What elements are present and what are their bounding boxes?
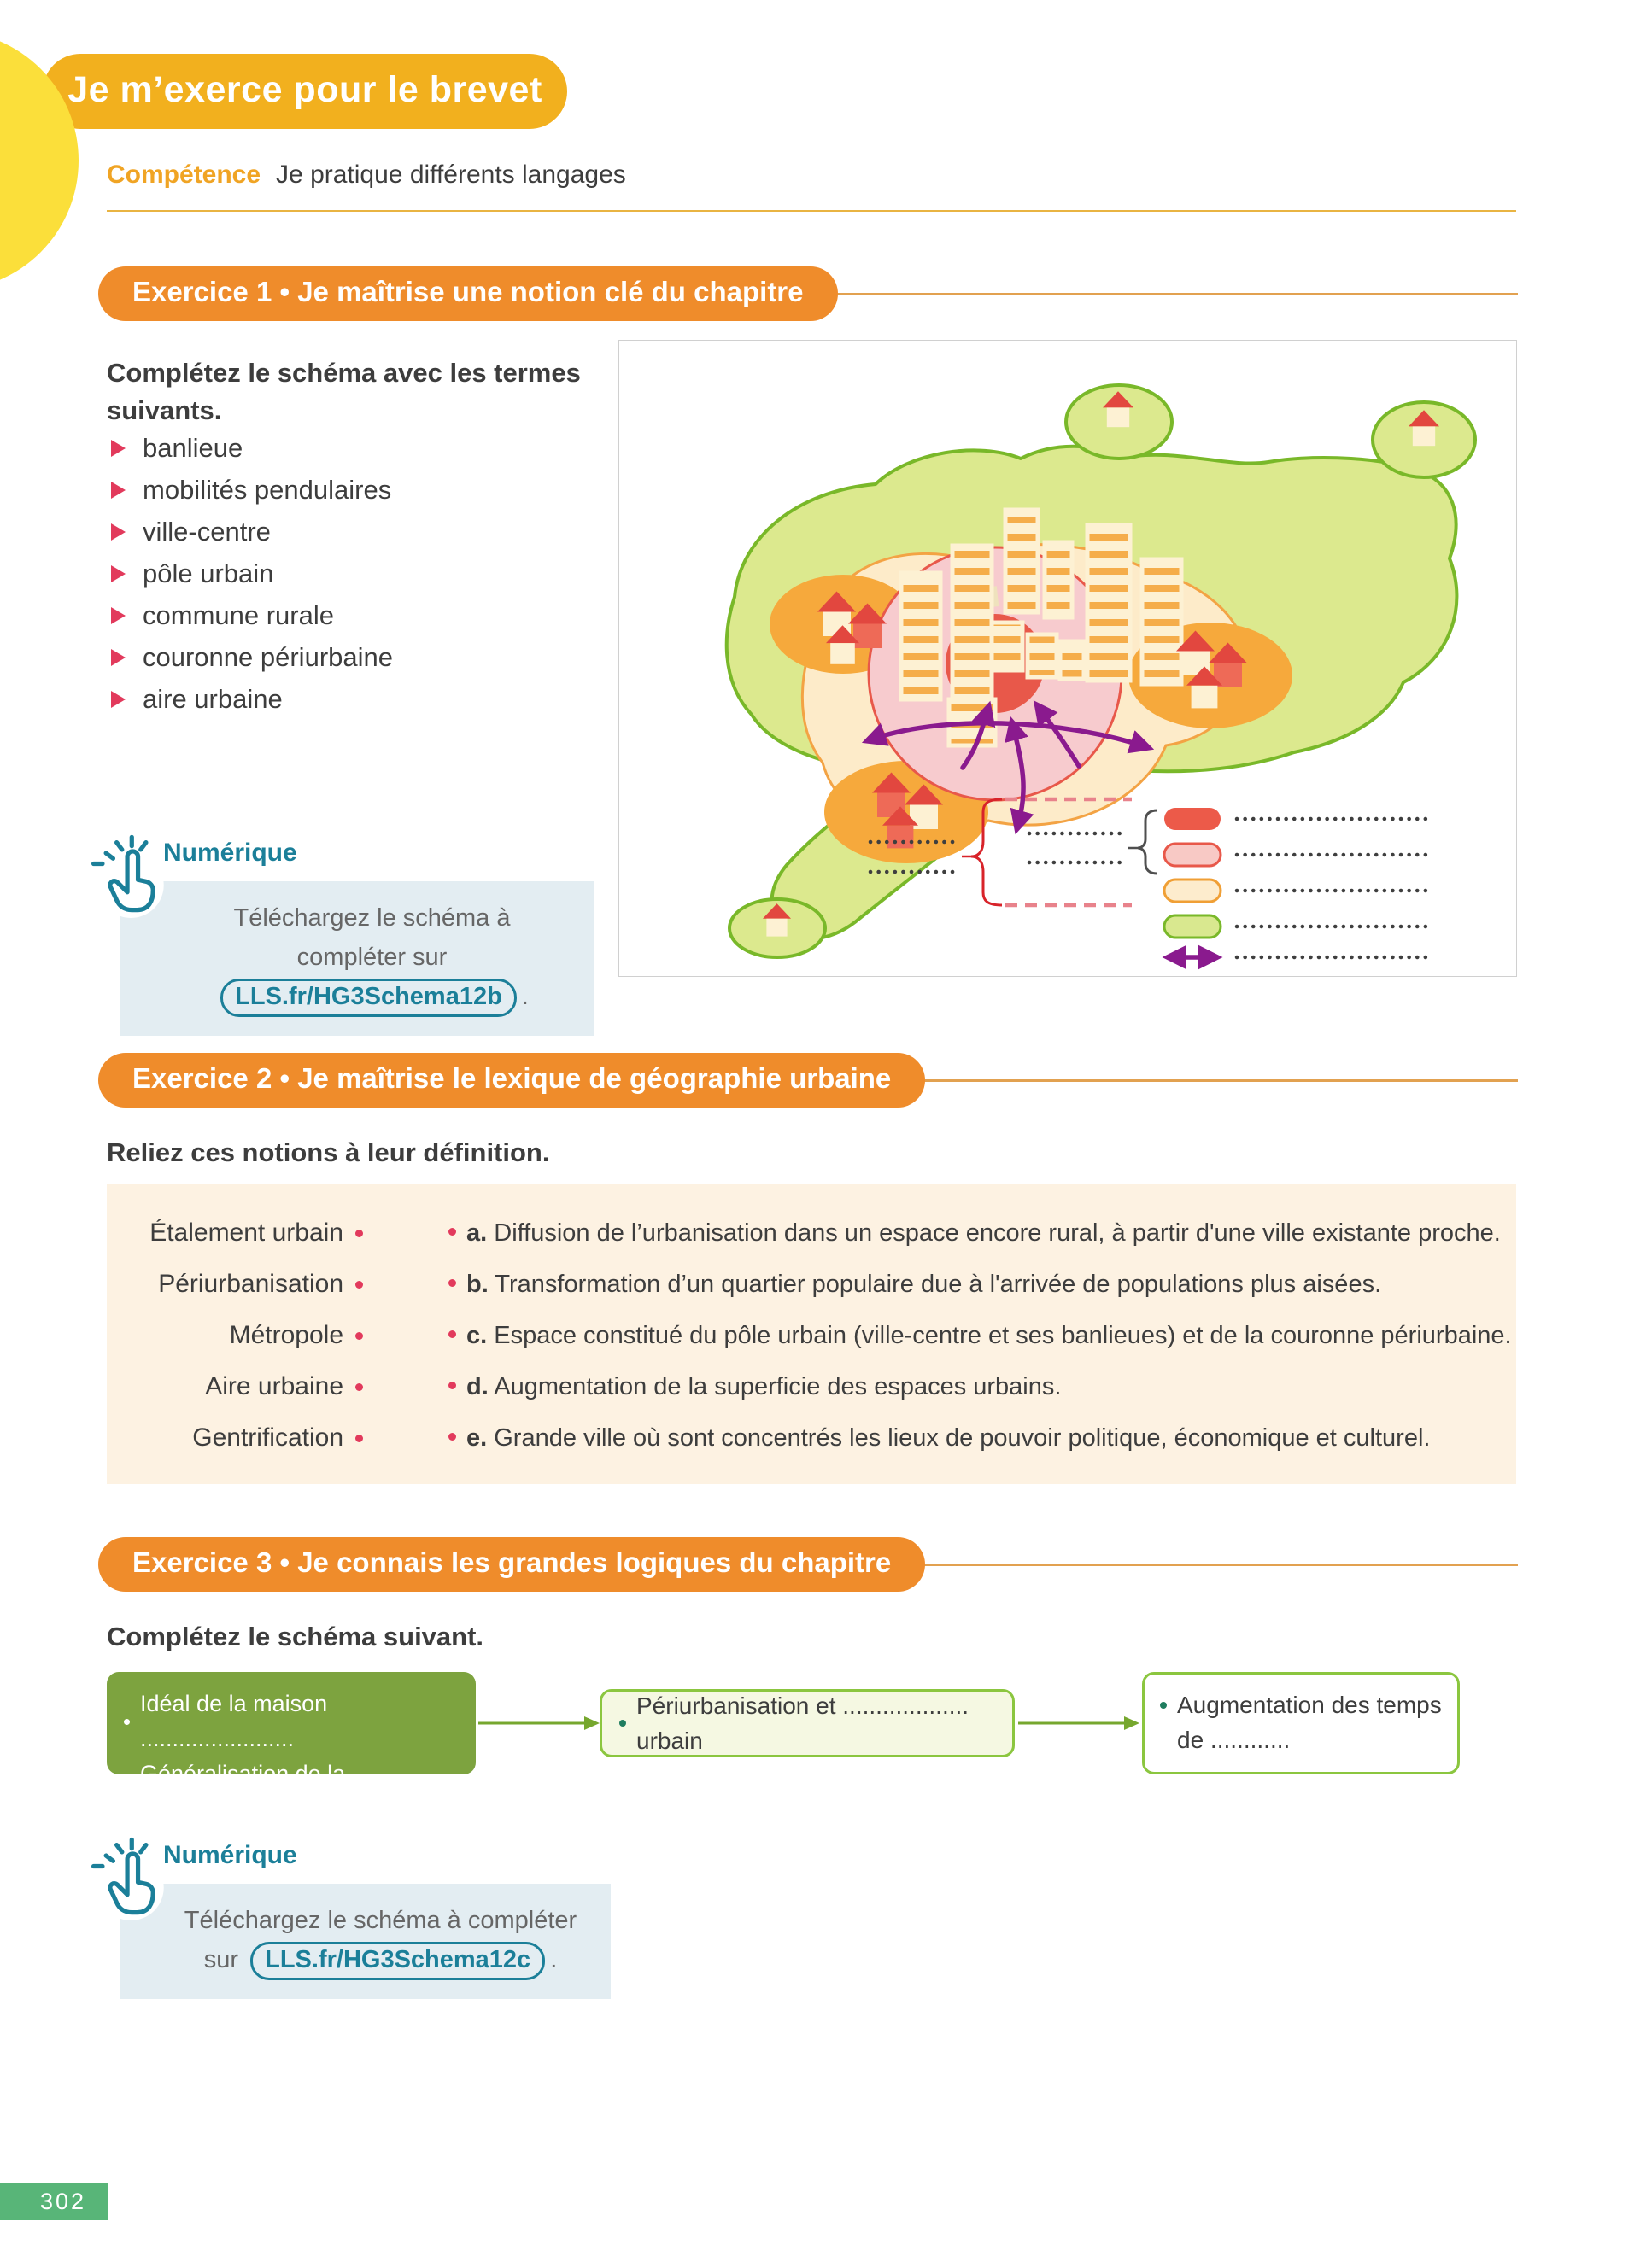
legend-swatch-ville-centre xyxy=(1164,808,1221,830)
match-definition: b. Transformation d’un quartier populaire due à l'arrivée de populations plus aisées. xyxy=(363,1271,1516,1299)
exercise3-header xyxy=(98,1537,1518,1592)
tap-hand-icon xyxy=(81,830,170,919)
exercise3-badge: Exercice 3 • Je connais les grandes logiques du chapitre xyxy=(98,1537,925,1592)
connect-dot xyxy=(355,1435,363,1442)
match-term: Aire urbaine xyxy=(107,1372,363,1401)
bullet-dot-icon xyxy=(124,1789,130,1795)
match-row xyxy=(107,1207,1516,1259)
flow-box-consequence: Augmentation des temps de ............ xyxy=(1142,1672,1460,1774)
competence-divider xyxy=(107,210,1516,212)
triangle-bullet-icon xyxy=(111,691,126,708)
match-row xyxy=(107,1259,1516,1310)
connect-dot xyxy=(355,1230,363,1237)
numerique-box: Téléchargez le schéma à compléter sur LLS.fr/HG3Schema12b . xyxy=(120,881,594,1036)
exercise1-header-line xyxy=(821,293,1518,295)
match-row xyxy=(107,1310,1516,1361)
connect-dot xyxy=(448,1433,456,1441)
lls-link[interactable]: LLS.fr/HG3Schema12c xyxy=(250,1942,545,1980)
term-item: banlieue xyxy=(111,434,393,462)
exercise2-instruction: Reliez ces notions à leur définition. xyxy=(107,1137,550,1167)
match-definition: e. Grande ville où sont concentrés les lieux de pouvoir politique, économique et culturel. xyxy=(363,1424,1516,1453)
tap-hand-icon xyxy=(81,1833,170,1921)
match-term: Métropole xyxy=(107,1321,363,1350)
connect-dot xyxy=(448,1279,456,1287)
flow-arrow-icon xyxy=(478,1713,600,1733)
connect-dot xyxy=(448,1228,456,1236)
page-number-badge: 302 xyxy=(0,2183,108,2220)
exercise3-header-line xyxy=(908,1564,1518,1566)
match-row xyxy=(107,1361,1516,1412)
connect-dot xyxy=(448,1382,456,1389)
triangle-bullet-icon xyxy=(111,565,126,582)
connect-dot xyxy=(355,1383,363,1391)
triangle-bullet-icon xyxy=(111,607,126,624)
exercise2-header xyxy=(98,1053,1518,1108)
match-row xyxy=(107,1412,1516,1464)
triangle-bullet-icon xyxy=(111,523,126,541)
exercise1-badge: Exercice 1 • Je maîtrise une notion clé du chapitre xyxy=(98,266,838,321)
exercise2-badge: Exercice 2 • Je maîtrise le lexique de géographie urbaine xyxy=(98,1053,925,1108)
match-definition: d. Augmentation de la superficie des espaces urbains. xyxy=(363,1373,1516,1401)
triangle-bullet-icon xyxy=(111,649,126,666)
matching-exercise xyxy=(107,1184,1516,1484)
lls-link[interactable]: LLS.fr/HG3Schema12b xyxy=(220,979,517,1017)
page-title-text: Je m’exerce pour le brevet xyxy=(67,68,542,110)
connect-dot xyxy=(355,1281,363,1289)
exercise3-instruction: Complétez le schéma suivant. xyxy=(107,1622,484,1651)
numerique-heading: Numérique xyxy=(163,1841,297,1869)
match-term: Périurbanisation xyxy=(107,1270,363,1299)
legend-swatch-banlieue xyxy=(1164,844,1221,866)
connect-dot xyxy=(355,1332,363,1340)
legend-gray-brace xyxy=(1138,810,1157,874)
flow-box-process: Périurbanisation et ................... urbain xyxy=(600,1689,1015,1757)
term-item: mobilités pendulaires xyxy=(111,476,393,504)
numerique-text-line2: sur xyxy=(203,1946,239,1973)
numerique-text-line2: compléter sur xyxy=(296,944,448,971)
match-term: Étalement urbain xyxy=(107,1219,363,1248)
match-definition: c. Espace constitué du pôle urbain (ville-centre et ses banlieues) et de la couronne périurbaine. xyxy=(363,1322,1516,1350)
match-definition: a. Diffusion de l’urbanisation dans un espace encore rural, à partir d'une ville existante proche. xyxy=(363,1219,1516,1248)
numerique-box: Téléchargez le schéma à compléter sur LLS.fr/HG3Schema12c . xyxy=(120,1884,611,1999)
exercise2-header-line xyxy=(908,1079,1518,1082)
term-item: couronne périurbaine xyxy=(111,643,393,671)
term-item: commune rurale xyxy=(111,601,393,629)
page-title xyxy=(43,54,567,129)
numerique-text-line1: Téléchargez le schéma à compléter xyxy=(184,1907,577,1934)
competence-label: Compétence xyxy=(107,161,261,189)
urban-area-schema xyxy=(619,341,1516,976)
term-item: ville-centre xyxy=(111,517,393,546)
exercise1-term-list xyxy=(111,434,393,727)
bullet-dot-icon xyxy=(1160,1702,1167,1709)
flow-box-causes: Idéal de la maison ........................ Généralisation de la ..................... xyxy=(107,1672,476,1774)
connect-dot xyxy=(448,1330,456,1338)
legend-swatch-aire-urbaine xyxy=(1164,915,1221,938)
bullet-dot-icon xyxy=(619,1720,626,1727)
term-item: aire urbaine xyxy=(111,685,393,713)
urban-area-schema-figure xyxy=(618,340,1517,977)
triangle-bullet-icon xyxy=(111,482,126,499)
competence-row xyxy=(107,161,626,190)
numerique-heading: Numérique xyxy=(163,839,297,867)
flow-arrow-icon xyxy=(1018,1713,1139,1733)
competence-text: Je pratique différents langages xyxy=(276,161,626,189)
legend-swatch-couronne xyxy=(1164,880,1221,902)
term-item: pôle urbain xyxy=(111,559,393,587)
match-term: Gentrification xyxy=(107,1423,363,1453)
exercise1-header xyxy=(98,266,1518,321)
bullet-dot-icon xyxy=(124,1719,130,1725)
triangle-bullet-icon xyxy=(111,440,126,457)
numerique-text-line1: Téléchargez le schéma à xyxy=(233,904,511,932)
exercise1-instruction: Complétez le schéma avec les termes suivants. xyxy=(107,358,581,425)
